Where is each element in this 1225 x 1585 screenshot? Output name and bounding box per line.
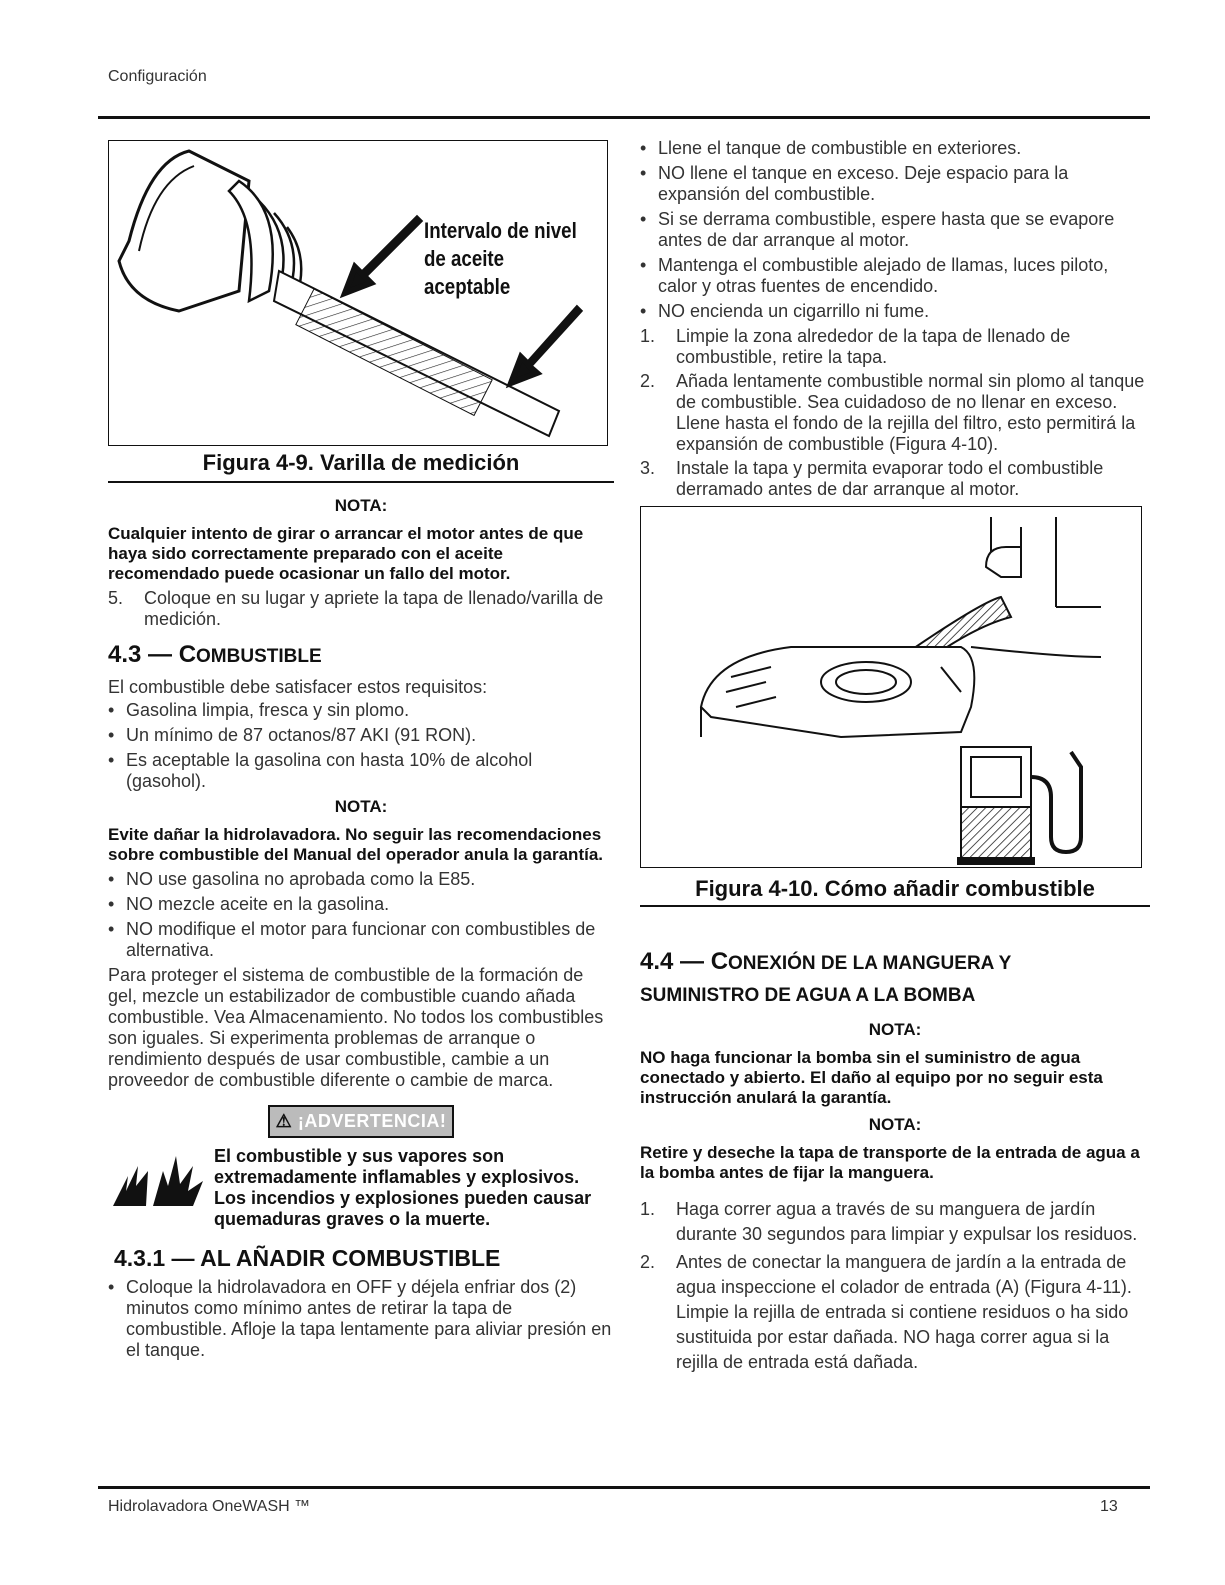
nota-1-title: NOTA: <box>334 496 388 515</box>
step-text: Antes de conectar la manguera de jardín a la entrada de agua inspeccione el colador de entrada (A) (Figura 4-11). Limpie la rejilla de entrada si contiene residuos o ha sido sustituida por estar dañada. NO haga correr agua si la rejilla de entrada está dañada. <box>676 1252 1132 1372</box>
fuel-safety-list <box>640 138 1150 322</box>
figure-4-10-caption: Figura 4-10. Cómo añadir combustible <box>640 868 1150 907</box>
step-text: Haga correr agua a través de su manguera de jardín durante 30 segundos para limpiar y expulsar los residuos. <box>676 1199 1138 1244</box>
list-item: • NO mezcle aceite en la gasolina. <box>108 894 614 915</box>
warning-text: El combustible y sus vapores son extremadamente inflamables y explosivos. Los incendios y explosiones pueden causar quemaduras graves o la muerte. <box>214 1146 592 1229</box>
step-number: 2. <box>640 1252 656 1272</box>
nota-3-title: NOTA: <box>868 1020 922 1039</box>
list-item <box>108 588 614 630</box>
step-text: Coloque en su lugar y apriete la tapa de llenado/varilla de medición. <box>144 588 604 629</box>
fuel-prohibitions-list <box>108 869 614 961</box>
figure-4-9 <box>108 140 608 446</box>
step-number: 5. <box>108 588 124 608</box>
fuel-stabilizer-paragraph: Para proteger el sistema de combustible de la formación de gel, mezcle un estabilizador de combustible cuando añada combustible. Vea Almacenamiento. No todos los combustibles son iguales. Si experimenta problemas de arranque o rendimiento después de usar combustible, cambie a un proveedor de combustible diferente o cambie de marca. <box>108 965 604 1090</box>
list-item: • NO llene el tanque en exceso. Deje espacio para la expansión del combustible. <box>640 163 1150 205</box>
step-number: 3. <box>640 458 656 478</box>
list-item: • Gasolina limpia, fresca y sin plomo. <box>108 700 614 721</box>
step-number: 2. <box>640 371 656 391</box>
warning-block <box>108 1146 614 1234</box>
section-4-3-intro: El combustible debe satisfacer estos requisitos: <box>108 677 488 697</box>
hose-steps-list <box>640 1197 1150 1375</box>
section-title: OMBUSTIBLE <box>196 646 322 667</box>
warning-banner-wrap <box>108 1105 614 1138</box>
list-item <box>640 1250 1150 1375</box>
footer-product: Hidrolavadora OneWASH ™ <box>108 1498 311 1515</box>
right-column <box>640 138 1150 1378</box>
fuel-steps-list <box>640 326 1150 500</box>
list-item: • NO use gasolina no aprobada como la E85. <box>108 869 614 890</box>
step-number: 1. <box>640 1199 656 1219</box>
left-column <box>108 140 614 1365</box>
section-4-3-1-heading: 4.3.1 — AL AÑADIR COMBUSTIBLE <box>114 1245 501 1271</box>
list-item: • NO modifique el motor para funcionar con combustibles de alternativa. <box>108 919 614 961</box>
fire-explosion-icon <box>108 1146 208 1216</box>
section-title-line1: ONEXIÓN DE LA MANGUERA Y <box>728 953 1012 974</box>
section-number: 4.3 — C <box>108 641 197 668</box>
list-item <box>640 458 1150 500</box>
nota-3-text: NO haga funcionar la bomba sin el suministro de agua conectado y abierto. El daño al equipo por no seguir esta instrucción anulará la garantía. <box>640 1048 1103 1107</box>
section-4-3-heading <box>108 641 614 668</box>
list-item: • Llene el tanque de combustible en exteriores. <box>640 138 1150 159</box>
fuel-requirements-list <box>108 700 614 792</box>
step-text: Añada lentamente combustible normal sin plomo al tanque de combustible. Sea cuidadoso de no llenar en exceso. Llene hasta el fondo de la rejilla del filtro, esto permitirá la expansión de combustible (Figura 4-10). <box>676 371 1145 454</box>
running-header: Configuración <box>108 68 207 85</box>
figure-label-line1: Intervalo de nivel <box>424 218 577 243</box>
list-item: • NO encienda un cigarrillo ni fume. <box>640 301 1150 322</box>
list-item: • Si se derrama combustible, espere hasta que se evapore antes de dar arranque al motor. <box>640 209 1150 251</box>
figure-4-9-label <box>424 217 580 301</box>
list-item: • Coloque la hidrolavadora en OFF y déjela enfriar dos (2) minutos como mínimo antes de retirar la tapa de combustible. Afloje la tapa lentamente para aliviar presión en el tanque. <box>108 1277 614 1361</box>
adding-fuel-list <box>108 1277 614 1361</box>
nota-1-text: Cualquier intento de girar o arrancar el motor antes de que haya sido correctamente preparado con el aceite recomendado puede ocasionar un fallo del motor. <box>108 524 584 583</box>
figure-4-10 <box>640 506 1142 868</box>
nota-2-title: NOTA: <box>334 797 388 816</box>
page-number: 13 <box>1100 1498 1118 1515</box>
list-item <box>640 1197 1150 1247</box>
step-text: Limpie la zona alrededor de la tapa de llenado de combustible, retire la tapa. <box>676 326 1071 367</box>
nota-4-title: NOTA: <box>868 1115 922 1134</box>
list-item: • Mantenga el combustible alejado de llamas, luces piloto, calor y otras fuentes de encendido. <box>640 255 1150 297</box>
list-item: • Es aceptable la gasolina con hasta 10% de alcohol (gasohol). <box>108 750 614 792</box>
figure-label-line2: de aceite aceptable <box>424 246 511 299</box>
list-item: • Un mínimo de 87 octanos/87 AKI (91 RON). <box>108 725 614 746</box>
section-4-4-heading <box>640 947 1150 1011</box>
footer-rule <box>98 1486 1150 1489</box>
warning-banner-text: ¡ADVERTENCIA! <box>297 1111 447 1131</box>
section-title-line2: SUMINISTRO DE AGUA A LA BOMBA <box>640 985 976 1006</box>
section-number: 4.4 — C <box>640 948 729 975</box>
header-rule <box>98 116 1150 119</box>
step-number: 1. <box>640 326 656 346</box>
step-5-list <box>108 588 614 630</box>
nota-4-text: Retire y deseche la tapa de transporte de la entrada de agua a la bomba antes de fijar la manguera. <box>640 1143 1140 1182</box>
warning-banner <box>268 1105 455 1138</box>
adding-fuel-illustration <box>641 507 1142 868</box>
nota-2-text: Evite dañar la hidrolavadora. No seguir las recomendaciones sobre combustible del Manual del operador anula la garantía. <box>108 825 604 864</box>
warning-triangle-icon: ⚠ <box>275 1111 293 1131</box>
figure-4-9-caption: Figura 4-9. Varilla de medición <box>108 446 614 483</box>
step-text: Instale la tapa y permita evaporar todo el combustible derramado antes de dar arranque al motor. <box>676 458 1104 499</box>
list-item <box>640 371 1150 455</box>
list-item <box>640 326 1150 368</box>
